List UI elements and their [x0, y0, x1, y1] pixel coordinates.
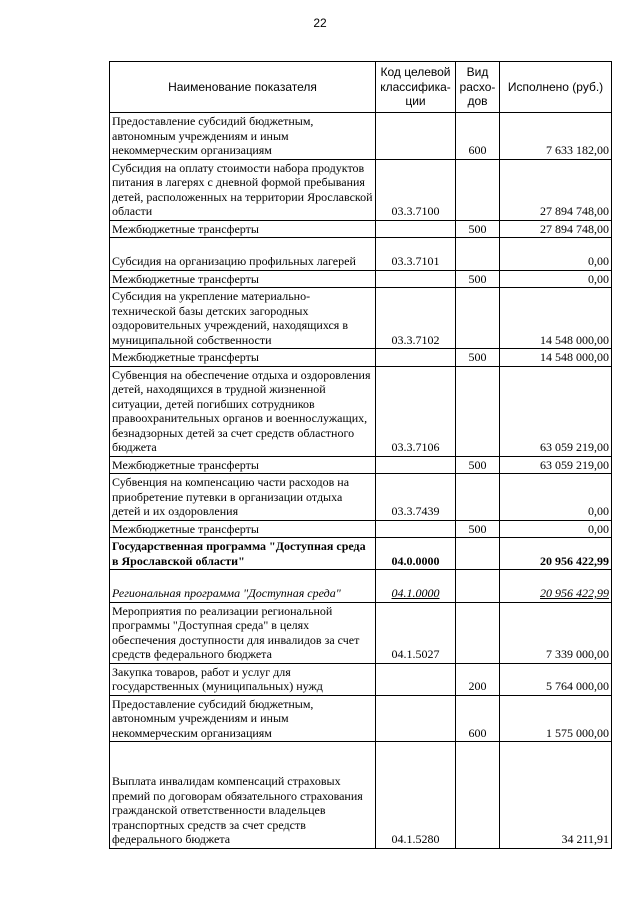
row-type-cell [456, 288, 500, 349]
row-amount-cell: 7 339 000,00 [500, 602, 612, 663]
row-code-cell: 04.1.5027 [376, 602, 456, 663]
column-header-name: Наименование показателя [110, 62, 376, 113]
table-body [110, 113, 612, 849]
table-row [110, 366, 612, 456]
row-name-cell: Предоставление субсидий бюджетным, автономным учреждениям и иным некоммерческим организациям [110, 113, 376, 160]
row-type-cell: 500 [456, 220, 500, 238]
table-row [110, 602, 612, 663]
table-row [110, 349, 612, 367]
row-name-cell: Закупка товаров, работ и услуг для государственных (муниципальных) нужд [110, 663, 376, 695]
row-code-cell [376, 113, 456, 160]
row-amount-cell: 1 575 000,00 [500, 695, 612, 742]
row-code-cell: 04.1.0000 [376, 570, 456, 603]
row-code-cell: 04.1.5280 [376, 742, 456, 849]
row-name-cell: Предоставление субсидий бюджетным, автономным учреждениям и иным некоммерческим организациям [110, 695, 376, 742]
row-amount-cell: 34 211,91 [500, 742, 612, 849]
row-name-cell: Межбюджетные трансферты [110, 520, 376, 538]
row-code-cell [376, 520, 456, 538]
row-amount-cell: 20 956 422,99 [500, 538, 612, 570]
row-amount-cell: 14 548 000,00 [500, 349, 612, 367]
row-type-cell [456, 538, 500, 570]
row-code-cell [376, 695, 456, 742]
row-name-cell: Субсидия на укрепление материально-технической базы детских загородных оздоровительных учреждений, находящихся в муниципальной собственности [110, 288, 376, 349]
table-row [110, 520, 612, 538]
row-code-cell: 04.0.0000 [376, 538, 456, 570]
row-type-cell: 500 [456, 349, 500, 367]
table-row [110, 538, 612, 570]
row-name-cell: Межбюджетные трансферты [110, 349, 376, 367]
row-amount-cell: 20 956 422,99 [500, 570, 612, 603]
column-header-amount: Исполнено (руб.) [500, 62, 612, 113]
row-amount-cell: 63 059 219,00 [500, 366, 612, 456]
column-header-type: Вид расхо-дов [456, 62, 500, 113]
row-code-cell [376, 663, 456, 695]
column-header-code: Код целевой классифика-ции [376, 62, 456, 113]
row-code-cell [376, 349, 456, 367]
row-name-cell: Региональная программа "Доступная среда" [110, 570, 376, 603]
row-amount-cell: 63 059 219,00 [500, 456, 612, 474]
row-name-cell: Субвенция на обеспечение отдыха и оздоровления детей, находящихся в трудной жизненной ситуации, детей погибших сотрудников правоохранительных органов и военнослужащих, безнадзорных детей за счет средств областного бюджета [110, 366, 376, 456]
row-type-cell: 500 [456, 520, 500, 538]
row-code-cell: 03.3.7100 [376, 159, 456, 220]
table-row [110, 220, 612, 238]
table-row [110, 663, 612, 695]
row-name-cell: Мероприятия по реализации региональной программы "Доступная среда" в целях обеспечения доступности для инвалидов за счет средств федерального бюджета [110, 602, 376, 663]
page-number: 22 [313, 16, 327, 30]
budget-execution-table [109, 61, 612, 849]
row-type-cell [456, 570, 500, 603]
table-row [110, 474, 612, 521]
table-row [110, 288, 612, 349]
row-amount-cell: 0,00 [500, 520, 612, 538]
table-row [110, 113, 612, 160]
row-type-cell [456, 742, 500, 849]
row-type-cell: 600 [456, 113, 500, 160]
row-code-cell: 03.3.7101 [376, 238, 456, 271]
table-row [110, 159, 612, 220]
row-name-cell: Субсидия на организацию профильных лагерей [110, 238, 376, 271]
table-row [110, 695, 612, 742]
row-type-cell: 600 [456, 695, 500, 742]
row-type-cell: 500 [456, 270, 500, 288]
row-type-cell [456, 159, 500, 220]
row-type-cell [456, 474, 500, 521]
row-type-cell: 200 [456, 663, 500, 695]
row-code-cell [376, 456, 456, 474]
row-type-cell: 500 [456, 456, 500, 474]
table-header-row [110, 62, 612, 113]
row-amount-cell: 7 633 182,00 [500, 113, 612, 160]
row-name-cell: Межбюджетные трансферты [110, 270, 376, 288]
row-name-cell: Субсидия на оплату стоимости набора продуктов питания в лагерях с дневной формой пребывания детей, расположенных на территории Ярославской области [110, 159, 376, 220]
table-row [110, 570, 612, 603]
row-amount-cell: 0,00 [500, 238, 612, 271]
row-code-cell [376, 270, 456, 288]
row-amount-cell: 0,00 [500, 474, 612, 521]
row-code-cell: 03.3.7102 [376, 288, 456, 349]
row-type-cell [456, 366, 500, 456]
row-name-cell: Межбюджетные трансферты [110, 456, 376, 474]
row-amount-cell: 5 764 000,00 [500, 663, 612, 695]
row-name-cell: Выплата инвалидам компенсаций страховых премий по договорам обязательного страхования гражданской ответственности владельцев транспортных средств за счет средств федерального бюджета [110, 742, 376, 849]
row-amount-cell: 0,00 [500, 270, 612, 288]
row-name-cell: Субвенция на компенсацию части расходов на приобретение путевки в организации отдыха детей и их оздоровления [110, 474, 376, 521]
table-row [110, 456, 612, 474]
row-type-cell [456, 602, 500, 663]
row-name-cell: Межбюджетные трансферты [110, 220, 376, 238]
table-row [110, 742, 612, 849]
table-row [110, 238, 612, 271]
row-amount-cell: 27 894 748,00 [500, 220, 612, 238]
row-amount-cell: 27 894 748,00 [500, 159, 612, 220]
table-row [110, 270, 612, 288]
row-code-cell: 03.3.7106 [376, 366, 456, 456]
row-name-cell: Государственная программа "Доступная среда в Ярославской области" [110, 538, 376, 570]
row-code-cell [376, 220, 456, 238]
row-code-cell: 03.3.7439 [376, 474, 456, 521]
row-type-cell [456, 238, 500, 271]
row-amount-cell: 14 548 000,00 [500, 288, 612, 349]
